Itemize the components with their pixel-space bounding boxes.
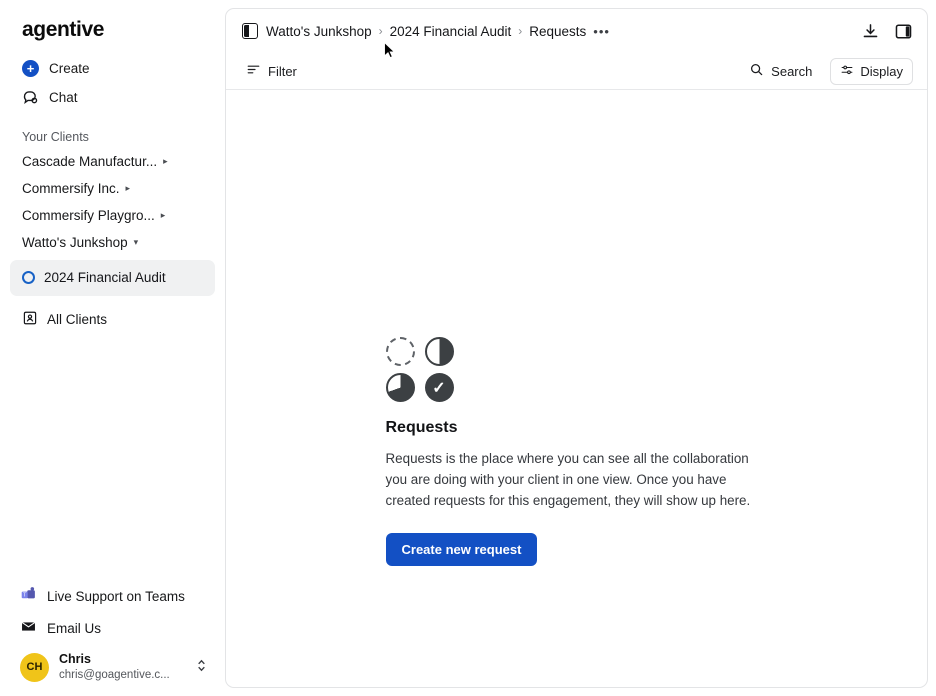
chevron-right-icon[interactable]: ▸ [160,210,166,220]
live-support-label: Live Support on Teams [47,588,185,604]
search-button[interactable] [745,59,816,83]
all-clients-label: All Clients [47,312,108,328]
user-account-row[interactable] [0,644,225,696]
create-new-request-button[interactable]: Create new request [386,533,538,566]
breadcrumb-separator: › [378,24,383,38]
breadcrumb-overflow-button[interactable]: ••• [593,23,610,39]
circle-dashed-icon [386,337,415,366]
sidebar-item-email-us[interactable] [0,612,225,644]
sidebar-item-chat[interactable] [0,83,225,112]
breadcrumb-item-client[interactable]: Watto's Junkshop [266,23,372,39]
tool-bar-right [745,58,913,85]
chevron-up-down-icon[interactable] [196,658,213,676]
engagement-label: 2024 Financial Audit [44,270,166,285]
sidebar-item-create-label: Create [49,61,90,76]
chevron-down-icon[interactable]: ▾ [133,237,139,247]
teams-icon [20,586,37,606]
chevron-right-icon[interactable]: ▸ [163,156,168,166]
clients-book-icon [22,310,38,329]
sliders-icon [840,63,854,80]
empty-state [386,337,768,687]
chevron-right-icon[interactable]: ▸ [125,183,131,193]
sidebar-item-cascade-manufacturing[interactable] [0,148,225,175]
sidebar-item-live-support[interactable] [0,580,225,612]
circle-check-icon: ✓ [425,373,454,402]
empty-state-description: Requests is the place where you can see all the collaboration you are doing with your client in one view. Once you have created requests for this engagement, they will show up here. [385,451,751,508]
filter-button[interactable] [242,59,301,83]
engagement-status-icon [22,271,35,284]
breadcrumb-separator: › [518,24,523,38]
breadcrumb-item-engagement[interactable]: 2024 Financial Audit [389,23,512,39]
top-bar [226,9,927,53]
breadcrumb-item-requests[interactable]: Requests [529,23,587,39]
sidebar-item-wattos-junkshop[interactable] [0,229,225,256]
user-meta [59,652,170,682]
sidebar-item-2024-financial-audit[interactable] [10,260,215,296]
user-email: chris@goagentive.c... [59,668,170,681]
filter-label: Filter [268,63,297,79]
client-label: Cascade Manufactur... [22,154,158,169]
chat-icon [22,89,39,106]
search-label: Search [771,63,813,79]
plus-circle-icon: + [22,60,39,77]
sidebar [0,0,225,696]
app-logo: agentive [22,18,104,41]
sidebar-item-commersify-playground[interactable] [0,202,225,229]
sidebar-primary-nav [0,52,225,112]
right-panel-icon[interactable] [894,22,913,41]
sidebar-item-chat-label: Chat [49,90,78,105]
sidebar-toggle-icon[interactable] [242,23,258,39]
circle-half-icon [425,337,454,366]
client-label: Watto's Junkshop [22,235,128,250]
top-bar-actions [861,22,913,41]
sidebar-section-your-clients: Your Clients [22,130,89,144]
empty-state-illustration [386,337,458,401]
sidebar-item-create[interactable] [0,54,225,83]
main-panel [225,8,928,688]
display-label: Display [860,63,903,79]
sidebar-spacer [0,337,225,580]
page-title: Requests [385,419,458,436]
sidebar-item-all-clients[interactable] [0,302,225,337]
client-label: Commersify Playgro... [22,208,155,223]
svg-text:T: T [22,592,27,599]
content-area [226,90,927,687]
download-icon[interactable] [861,22,880,41]
tool-bar [226,53,927,90]
client-label: Commersify Inc. [22,181,120,196]
circle-progress-icon [386,373,415,402]
breadcrumb [266,24,610,39]
filter-icon [246,62,261,80]
display-button[interactable] [830,58,913,85]
email-us-label: Email Us [47,620,102,636]
envelope-icon [20,618,37,638]
sidebar-item-commersify-inc[interactable] [0,175,225,202]
user-name: Chris [59,652,91,666]
search-icon [749,62,764,80]
avatar: CH [20,653,49,682]
